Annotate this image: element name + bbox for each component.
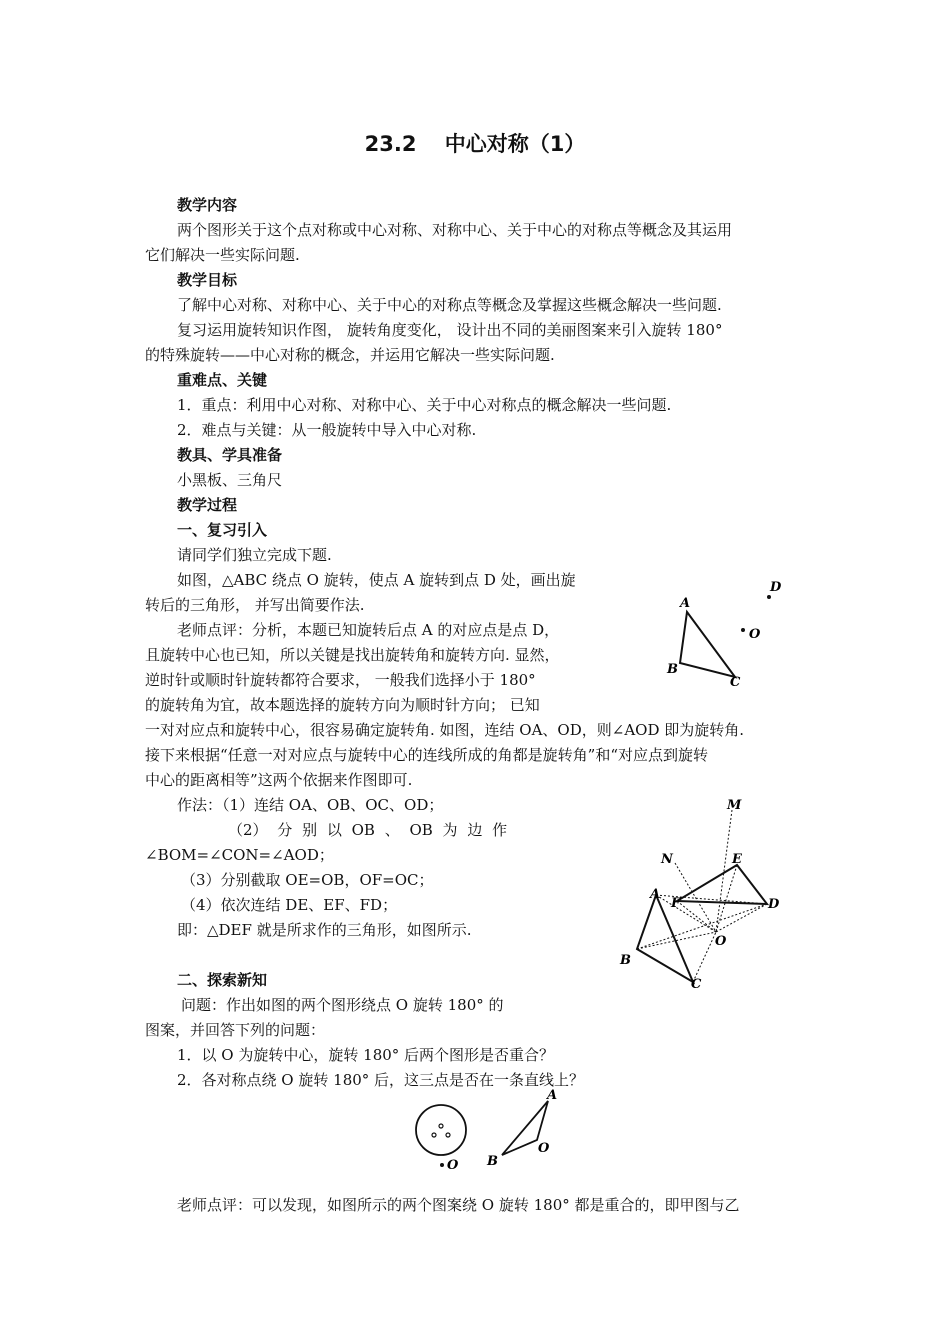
goals-text: 的特殊旋转——中心对称的概念，并运用它解决一些实际问题. [145, 346, 555, 364]
label-o: O [715, 934, 727, 949]
method-step: （3）分别截取 OE=OB，OF=OC； [181, 871, 434, 889]
review-text: 逆时针或顺时针旋转都符合要求， 一般我们选择小于 180° [145, 671, 536, 689]
key-text: 1．重点：利用中心对称、对称中心、关于中心对称点的概念解决一些问题. [177, 396, 672, 414]
figure-rotation-construction [615, 795, 815, 995]
label-n: N [661, 852, 673, 867]
review-text: 接下来根据“任意一对对应点与旋转中心的连线所成的角都是旋转角”和“对应点到旋转 [145, 746, 709, 764]
content-text: 它们解决一些实际问题. [145, 246, 300, 264]
key-text: 2．难点与关键：从一般旋转中导入中心对称. [177, 421, 477, 439]
triangle-def [677, 865, 767, 904]
tools-text: 小黑板、三角尺 [177, 471, 283, 489]
method-step: （4）依次连结 DE、EF、FD； [181, 896, 398, 914]
triangle-abc [680, 612, 735, 677]
content-heading: 教学内容 [177, 196, 238, 214]
label-b: B [487, 1154, 498, 1169]
explore-text: 1．以 O 为旋转中心，旋转 180° 后两个图形是否重合？ [177, 1046, 555, 1064]
review-text: 转后的三角形， 并写出简要作法. [145, 596, 365, 614]
content-text: 两个图形关于这个点对称或中心对称、对称中心、关于中心的对称点等概念及其运用 [177, 221, 733, 239]
page-title: 23.2 中心对称（1） [364, 132, 586, 156]
point-d [767, 595, 771, 599]
label-f: F [671, 896, 681, 911]
goals-text: 复习运用旋转知识作图， 旋转角度变化， 设计出不同的美丽图案来引入旋转 180° [177, 321, 723, 339]
review-text: 且旋转中心也已知，所以关键是找出旋转角和旋转方向. 显然， [145, 646, 560, 664]
explore-text: 问题：作出如图的两个图形绕点 O 旋转 180° 的 [181, 996, 504, 1014]
review-heading: 一、复习引入 [177, 521, 268, 539]
key-heading: 重难点、关键 [177, 371, 268, 389]
review-text: 一对对应点和旋转中心，很容易确定旋转角. 如图，连结 OA、OD，则∠AOD 即为旋转角. [145, 721, 745, 739]
review-text: 老师点评：分析，本题已知旋转后点 A 的对应点是点 D， [177, 621, 560, 639]
method-step: 作法：（1）连结 OA、OB、OC、OD； [177, 796, 444, 814]
goals-text: 了解中心对称、对称中心、关于中心的对称点等概念及掌握这些概念解决一些问题. [177, 296, 722, 314]
label-o2: O [538, 1141, 550, 1156]
explore-text: 老师点评：可以发现，如图所示的两个图案绕 O 旋转 180° 都是重合的，即甲图与乙 [177, 1196, 740, 1214]
method-step: ∠BOM=∠CON=∠AOD； [145, 846, 334, 864]
label-a: A [650, 887, 661, 902]
label-a: A [680, 596, 691, 611]
explore-text: 2．各对称点绕 O 旋转 180° 后，这三点是否在一条直线上？ [177, 1071, 585, 1089]
explore-text: 图案，并回答下列的问题： [145, 1021, 326, 1039]
label-o: O [447, 1158, 459, 1173]
circle-figure [416, 1105, 466, 1155]
label-e: E [732, 852, 742, 867]
method-step: （2） 分 别 以 OB 、 OB 为 边 作 [228, 821, 508, 839]
label-b: B [620, 953, 631, 968]
point-o [741, 628, 745, 632]
label-b: B [667, 662, 678, 677]
review-text: 请同学们独立完成下题. [177, 546, 332, 564]
review-text: 中心的距离相等”这两个依据来作图即可. [145, 771, 413, 789]
explore-heading: 二、探索新知 [177, 971, 268, 989]
tools-heading: 教具、学具准备 [177, 446, 283, 464]
figure-triangle-abc [650, 575, 820, 695]
review-text: 如图，△ABC 绕点 O 旋转，使点 A 旋转到点 D 处，画出旋 [177, 571, 576, 589]
point-o [440, 1163, 444, 1167]
figure-explore [410, 1085, 570, 1180]
method-conclusion: 即：△DEF 就是所求作的三角形，如图所示. [177, 921, 472, 939]
label-c: C [730, 675, 741, 690]
goals-heading: 教学目标 [177, 271, 238, 289]
process-heading: 教学过程 [177, 496, 238, 514]
label-a: A [547, 1088, 558, 1103]
label-o: O [749, 627, 761, 642]
review-text: 的旋转角为宜，故本题选择的旋转方向为顺时针方向； 已知 [145, 696, 540, 714]
label-c: C [691, 977, 702, 992]
label-d: D [770, 580, 782, 595]
label-d: D [768, 897, 780, 912]
label-m: M [727, 798, 742, 813]
